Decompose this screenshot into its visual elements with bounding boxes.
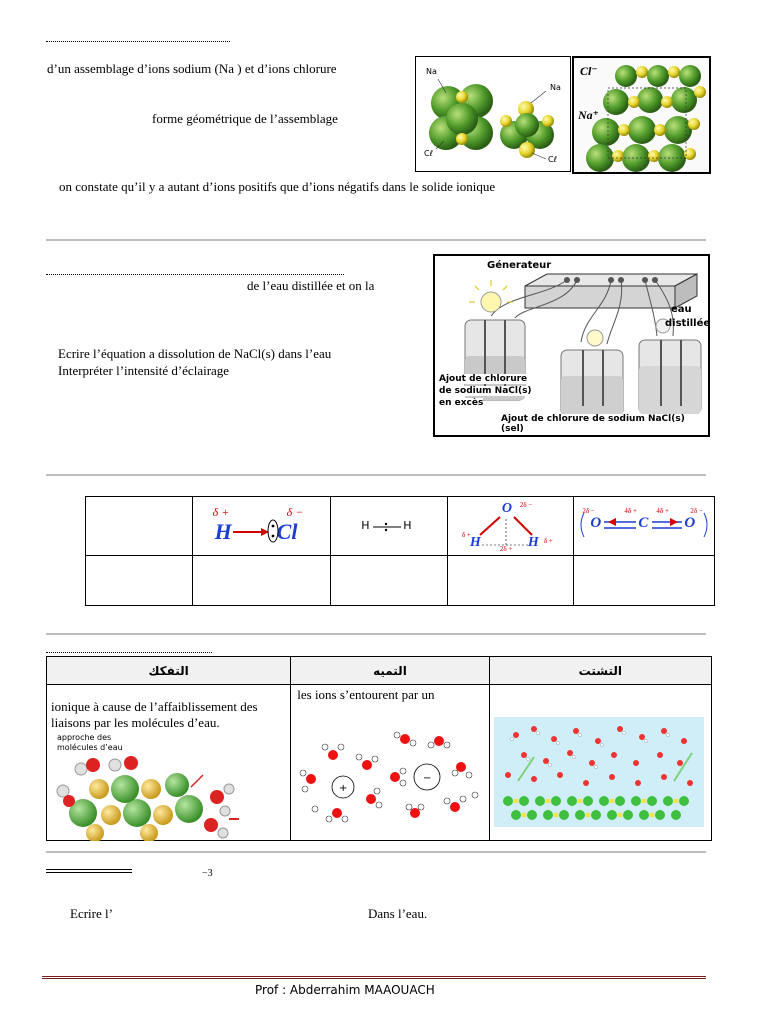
co2-2db: 2δ −: [690, 507, 703, 515]
h2o-2dp: 2δ +: [499, 545, 513, 553]
na-label-b: Na: [550, 83, 561, 92]
h2-answer-cell: [331, 555, 448, 605]
co2-4db: 4δ +: [656, 507, 669, 515]
hcl-bond-drawing: [193, 497, 331, 555]
water-label-a: eau: [671, 304, 692, 315]
hcl-cl: Cl: [276, 519, 298, 544]
co2-o2: O: [684, 515, 696, 531]
dispersion-drawing: [494, 717, 704, 829]
h2o-h1: H: [469, 535, 481, 550]
co2-c: C: [638, 515, 649, 531]
underline-heading-4: [46, 869, 132, 873]
hcl-h: H: [214, 519, 232, 544]
section1-line2: forme géométrique de l’assemblage: [152, 111, 338, 126]
dispersion-cell: [489, 685, 711, 841]
hcl-dminus: δ −: [286, 505, 304, 519]
h2o-bond-drawing: [448, 497, 574, 555]
generator-label: Génerateur: [487, 260, 552, 271]
hydration-text: les ions s’entourent par un: [297, 687, 435, 702]
polarity-table: [85, 496, 715, 606]
h2o-answer-cell: [447, 555, 574, 605]
section1-line3: on constate qu’il y a autant d’ions positifs que d’ions négatifs dans le solide ionique: [59, 179, 496, 194]
dissociation-cell: [47, 685, 291, 841]
cl-ion-label: Cl⁻: [580, 64, 598, 78]
co2-o1: O: [590, 515, 602, 531]
polarity-row-label: [86, 555, 193, 605]
nacl-cluster-drawing: [416, 57, 570, 171]
footer-author: Prof : Abderrahim MAAOUACH: [255, 983, 435, 997]
h2-cell: [331, 497, 448, 556]
h2o-cell: [447, 497, 574, 556]
dotted-heading-2: [46, 274, 344, 275]
separator-2: [46, 474, 706, 476]
na-label-a: Na: [426, 67, 437, 76]
experiment-drawing: [435, 256, 711, 435]
footer-rule: [42, 976, 706, 979]
h2o-2d: 2δ −: [519, 501, 533, 509]
nacl-cluster-image: [415, 56, 571, 172]
na-ion-label: Na⁺: [578, 108, 599, 122]
hcl-answer-cell: [192, 555, 331, 605]
co2-cell: [574, 497, 715, 556]
hcl-cell: [192, 497, 331, 556]
dotted-heading-1: [46, 41, 230, 42]
hydration-drawing: [297, 715, 487, 825]
co2-2da: 2δ −: [582, 507, 595, 515]
section2-line3: Interpréter l’intensité d’éclairage: [58, 363, 230, 378]
polarity-row-head: [86, 497, 193, 556]
dissociation-drawing: [53, 755, 243, 841]
nacl-lattice-image: [572, 56, 711, 174]
separator-4: [46, 851, 706, 853]
h2o-o: O: [501, 501, 512, 516]
header-hydration: التميه: [291, 657, 489, 685]
section2-line2: Ecrire l’équation a dissolution de NaCl(s) dans l’eau: [58, 346, 332, 361]
svg-text:−: −: [423, 773, 432, 784]
cl-label-b: Cℓ: [548, 155, 557, 164]
separator-3: [46, 633, 706, 635]
dissociation-text: ionique à cause de l’affaiblissement des liaisons par les molécules d’eau.: [51, 699, 258, 730]
h2-h1: H: [361, 519, 370, 532]
separator-1: [46, 239, 706, 241]
hcl-dplus: δ +: [212, 505, 230, 519]
h2-bond-drawing: [331, 497, 447, 555]
svg-text:+: +: [339, 783, 348, 794]
approach-caption: approche des molécules d’eau: [57, 733, 123, 752]
dotted-heading-3: [46, 652, 212, 653]
header-dispersion: التشتت: [489, 657, 711, 685]
excess-label-a: Ajout de chlorure: [439, 374, 528, 384]
h2-h2: H: [403, 519, 412, 532]
co2-answer-cell: [574, 555, 715, 605]
header-dissociation: التفكك: [47, 657, 291, 685]
h2o-h2: H: [527, 535, 539, 550]
concentration-exponent: −3: [202, 868, 213, 879]
excess-label-b: de sodium NaCl(s): [439, 386, 532, 396]
co2-4da: 4δ +: [624, 507, 637, 515]
hydration-cell: [291, 685, 489, 841]
section1-line1: d’un assemblage d’ions sodium (Na ) et d’ions chlorure: [47, 61, 337, 76]
excess-label-c: en excès: [439, 398, 484, 408]
cl-label-a: Cℓ: [424, 149, 433, 158]
conductivity-experiment-image: [433, 254, 710, 437]
salt-label: Ajout de chlorure de sodium NaCl(s) (sel): [501, 414, 708, 434]
section2-line1: de l’eau distillée et on la: [247, 278, 375, 293]
h2o-dp2: δ +: [543, 537, 553, 545]
section4-right-text: Dans l’eau.: [368, 906, 428, 921]
h2o-dp1: δ +: [461, 531, 471, 539]
co2-bond-drawing: [574, 497, 714, 555]
section4-left-text: Ecrire l’: [70, 906, 113, 921]
water-label-b: distillée: [665, 318, 711, 329]
dissolution-table: [46, 656, 712, 841]
